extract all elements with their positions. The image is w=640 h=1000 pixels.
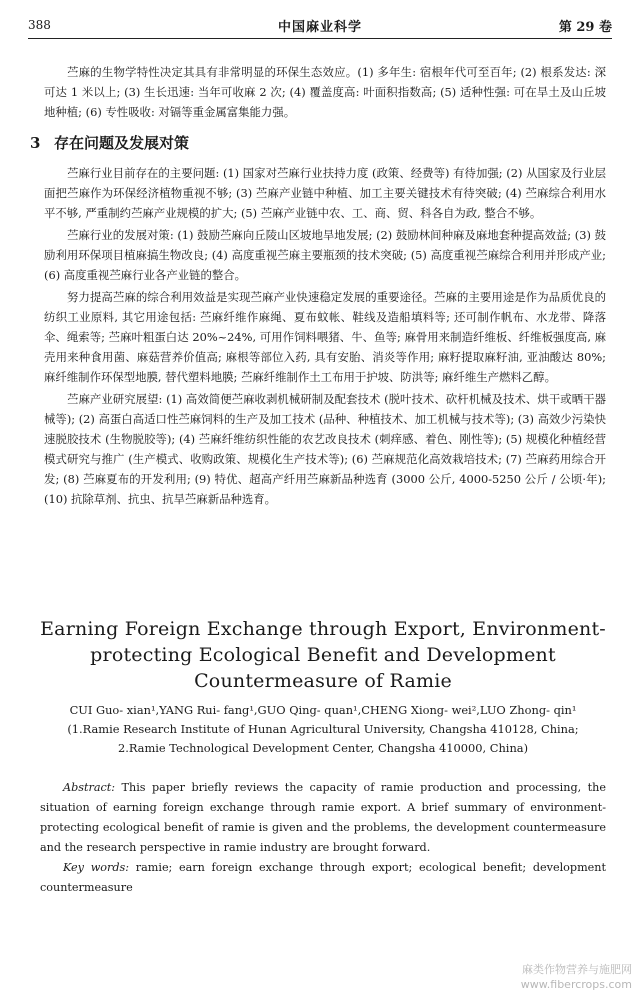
journal-name: 中国麻业科学 [277,20,362,35]
chinese-body [30,62,606,511]
author-list: CUI Guo- xian¹,YANG Rui- fang¹,GUO Qing- quan¹,CHENG Xiong- wei²,LUO Zhong- qin¹ [69,703,577,717]
keywords [40,858,606,898]
affiliation-2: 2.Ramie Technological Development Center, Changsha 410000, China) [117,741,529,755]
paragraph-research-outlook: 苎麻产业研究展望: (1) 高效简便苎麻收剥机械研制及配套技术 (脱叶技术、砍杆机械及技术、烘干或晒干器械等); (2) 高蛋白高适口性苎麻饲料的生产及加工技术 (品种、种植技术、加工机械与技术等); (3) 高效少污染快速脱胶技术 (生物脱胶等); (4) 苎麻纤维纺织性能的农艺改良技术 (刺痒感、着色、刚性等); (5) 规模化种植经营模式研究与推广 (生产模式、收购政策、规模化生产技术等); (6) 苎麻规范化高效栽培技术; (7) 苎麻药用综合开发; (8) 苎麻夏布的开发利用; (9) 特优、超高产纤用苎麻新品种选育 (3000 公斤, 4000-5250 公斤 / 公顷·年); (10) 抗除草剂、抗虫、抗旱苎麻新品种选育。 [44,392,606,506]
paragraph-problems: 苎麻行业目前存在的主要问题: (1) 国家对苎麻行业扶持力度 (政策、经费等) 有待加强; (2) 从国家及行业层面把苎麻作为环保经济植物重视不够; (3) 苎麻产业链中种植、加工主要关键技术有待突破; (4) 苎麻综合利用水平不够, 严重制约苎麻产业规模的扩大; (5) 苎麻产业链中农、工、商、贸、科各自为政, 整合不够。 [44,166,606,220]
abstract-label: Abstract: [63,781,116,794]
page-number: 388 [28,18,51,32]
abstract [40,778,606,858]
running-header [28,14,612,39]
section-title: 存在问题及发展对策 [54,134,190,152]
english-abstract-block [40,616,606,898]
section-3-heading [30,132,606,153]
keywords-label: Key words: [63,861,130,874]
watermark-line-1: 麻类作物营养与施肥网 [522,963,632,976]
paragraph-utilization: 努力提高苎麻的综合利用效益是实现苎麻产业快速稳定发展的重要途径。苎麻的主要用途是作为品质优良的纺织工业原料, 其它用途包括: 苎麻纤维作麻绳、夏布蚊帐、鞋线及造船填料等; 还可制作帆布、水龙带、降落伞、绳索等; 苎麻叶粗蛋白达 20%~24%, 可用作饲料喂猪、牛、鱼等; 麻骨用来制造纤维板、纤维板强度高, 麻壳用来种食用菌、麻菇营养价值高; 麻根等部位入药, 具有安胎、消炎等作用; 麻籽提取麻籽油, 亚油酸达 80%; 麻纤维制作环保型地膜, 替代塑料地膜; 苎麻纤维制作土工布用于护坡、防洪等; 麻纤维生产燃料乙醇。 [44,290,606,384]
keywords-text: ramie; earn foreign exchange through export; ecological benefit; development countermeasure [40,861,607,894]
volume-label: 第 29 卷 [558,20,612,35]
section-number: 3 [30,134,41,152]
paragraph-ecological-traits: 苎麻的生物学特性决定其具有非常明显的环保生态效应。(1) 多年生: 宿根年代可至百年; (2) 根系发达: 深可达 1 米以上; (3) 生长迅速: 当年可收麻 2 次; (4) 覆盖度高: 叶面积指数高; (5) 适种性强: 可在旱土及山丘坡地种植; (6) 专性吸收: 对镉等重金属富集能力强。 [44,65,606,119]
affiliation-1: (1.Ramie Research Institute of Hunan Agricultural University, Changsha 410128, China; [67,722,579,736]
english-title: Earning Foreign Exchange through Export, Environment-protecting Ecological Benefit and Development Countermeasure of Ramie [40,618,606,692]
watermark-line-2: www.fibercrops.com [520,978,632,991]
abstract-text: This paper briefly reviews the capacity of ramie production and processing, the situation of earning foreign exchange through ramie export. A brief summary of environment- protecting ecological benefit of ramie is given and the problems, the development countermeasure and the research perspective in ramie industry are brought forward. [40,781,606,854]
paragraph-countermeasures: 苎麻行业的发展对策: (1) 鼓励苎麻向丘陵山区坡地旱地发展; (2) 鼓励林间种麻及麻地套种提高效益; (3) 鼓励利用环保项目植麻搞生物改良; (4) 高度重视苎麻主要瓶颈的技术突破; (5) 高度重视苎麻综合利用并形成产业; (6) 高度重视苎麻行业各产业链的整合。 [44,228,606,282]
site-watermark [521,962,632,992]
